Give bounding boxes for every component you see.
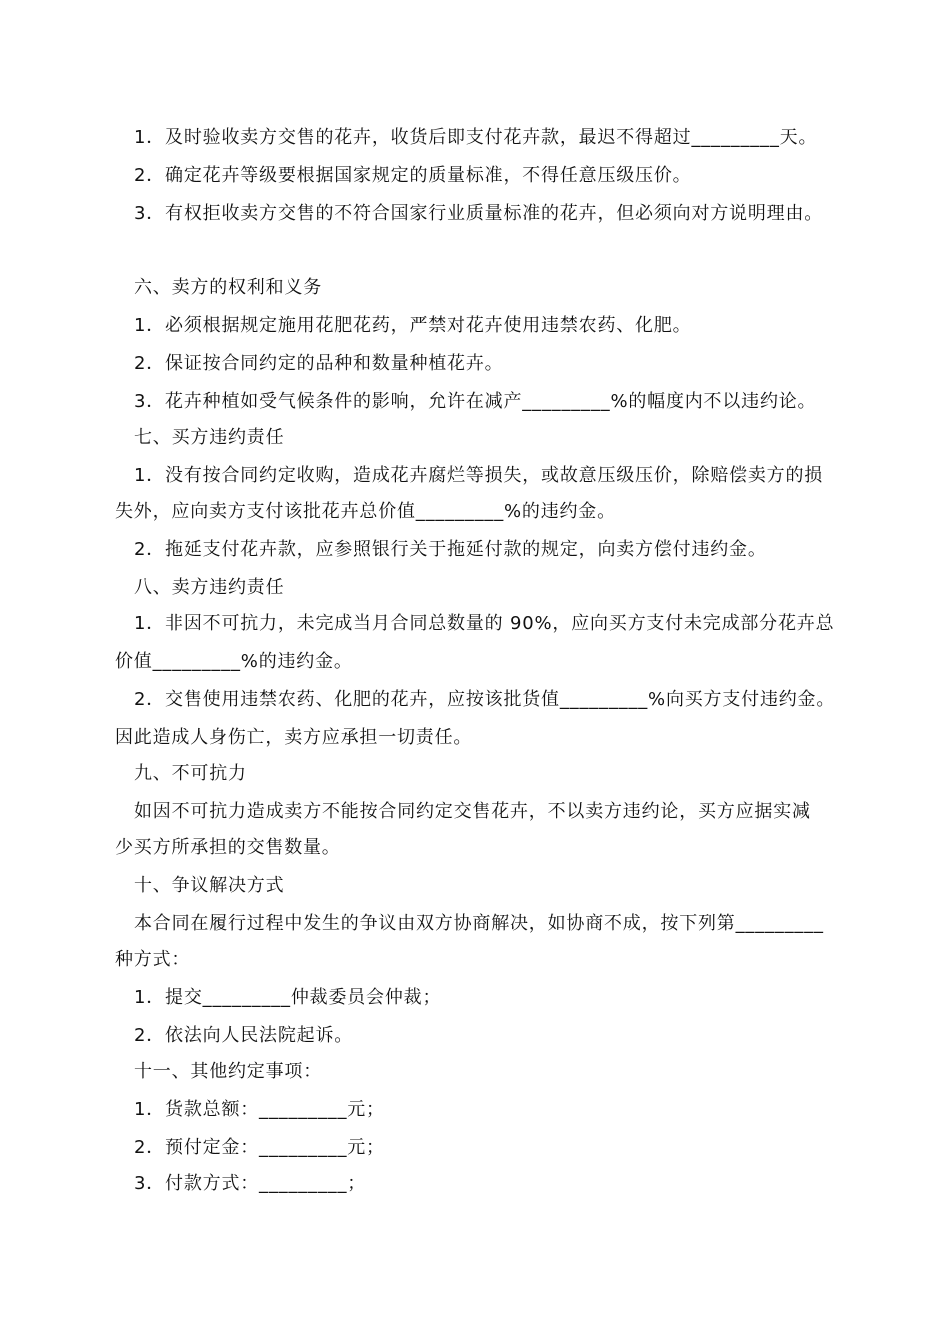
- clause-buyer-1: 1．及时验收卖方交售的花卉，收货后即支付花卉款，最迟不得超过_________天。: [134, 127, 818, 148]
- clause-seller-1: 1．必须根据规定施用花肥花药，严禁对花卉使用违禁农药、化肥。: [134, 315, 692, 336]
- clause-buyer-breach-1: 1．没有按合同约定收购，造成花卉腐烂等损失，或故意压级压价，除赔偿卖方的损: [134, 465, 824, 486]
- clause-seller-breach-2: 2．交售使用违禁农药、化肥的花卉，应按该批货值_________%向买方支付违约金。: [134, 689, 836, 710]
- section-heading-8: 八、卖方违约责任: [134, 577, 285, 598]
- clause-seller-breach-1-cont: 价值_________%的违约金。: [115, 651, 353, 672]
- section-heading-11: 十一、其他约定事项：: [134, 1061, 322, 1082]
- clause-other-1: 1．货款总额：_________元；: [134, 1099, 385, 1120]
- clause-force-majeure: 如因不可抗力造成卖方不能按合同约定交售花卉，不以卖方违约论，买方应据实减: [134, 801, 811, 822]
- clause-seller-breach-2-cont: 因此造成人身伤亡，卖方应承担一切责任。: [115, 727, 473, 748]
- clause-dispute-2: 2．依法向人民法院起诉。: [134, 1025, 354, 1046]
- section-heading-10: 十、争议解决方式: [134, 875, 285, 896]
- section-heading-9: 九、不可抗力: [134, 763, 247, 784]
- section-heading-6: 六、卖方的权利和义务: [134, 277, 322, 298]
- clause-dispute: 本合同在履行过程中发生的争议由双方协商解决，如协商不成，按下列第_________: [134, 913, 824, 934]
- clause-buyer-3: 3．有权拒收卖方交售的不符合国家行业质量标准的花卉，但必须向对方说明理由。: [134, 203, 824, 224]
- clause-buyer-2: 2．确定花卉等级要根据国家规定的质量标准，不得任意压级压价。: [134, 165, 692, 186]
- clause-force-majeure-cont: 少买方所承担的交售数量。: [115, 837, 341, 858]
- clause-other-3: 3．付款方式：_________；: [134, 1173, 367, 1194]
- clause-other-2: 2．预付定金：_________元；: [134, 1137, 385, 1158]
- clause-buyer-breach-1-cont: 失外，应向卖方支付该批花卉总价值_________%的违约金。: [115, 501, 616, 522]
- clause-buyer-breach-2: 2．拖延支付花卉款，应参照银行关于拖延付款的规定，向卖方偿付违约金。: [134, 539, 767, 560]
- section-heading-7: 七、买方违约责任: [134, 427, 285, 448]
- clause-seller-3: 3．花卉种植如受气候条件的影响，允许在减产_________%的幅度内不以违约论。: [134, 391, 817, 412]
- clause-dispute-1: 1．提交_________仲裁委员会仲裁；: [134, 987, 442, 1008]
- clause-seller-breach-1: 1．非因不可抗力，未完成当月合同总数量的 90%，应向买方支付未完成部分花卉总: [134, 613, 835, 634]
- clause-seller-2: 2．保证按合同约定的品种和数量种植花卉。: [134, 353, 504, 374]
- clause-dispute-cont: 种方式：: [115, 949, 191, 970]
